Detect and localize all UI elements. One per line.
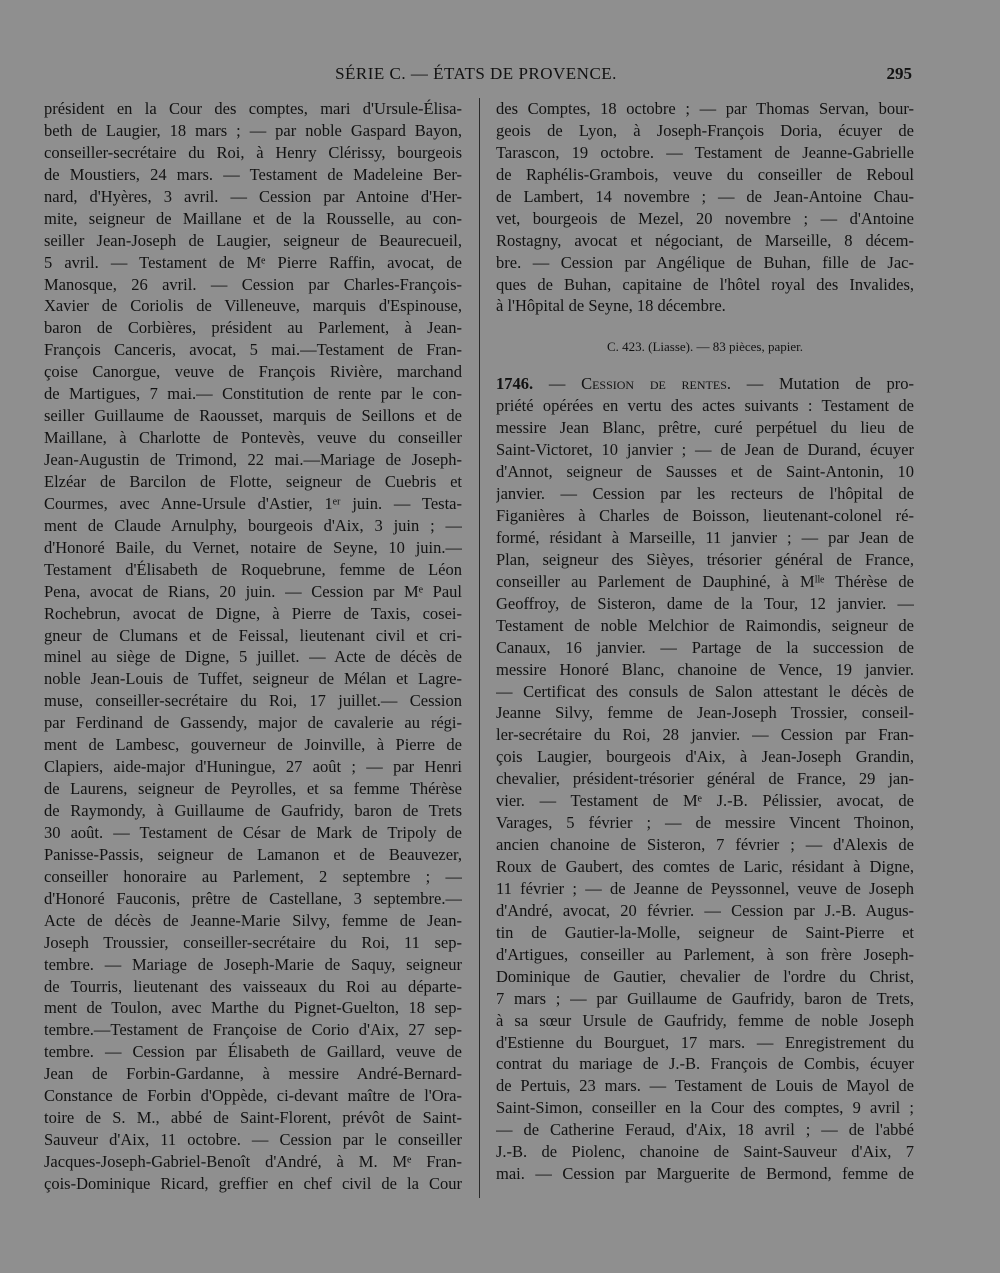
page-header <box>40 64 912 90</box>
text-line: ment de Lambesc, gouverneur de Joinville, à Pierre de <box>44 735 462 755</box>
text-line: mai. — Cession par Marguerite de Bermond, femme de <box>496 1164 914 1184</box>
text-line: Testament d'Élisabeth de Roquebrune, femme de Léon <box>44 559 462 579</box>
text-line: priété opérées en vertu des actes suivants : Testament de <box>496 396 914 416</box>
text-line: çoise Canorgue, veuve de François Rivière, marchand <box>44 362 462 382</box>
text-line: chevalier, président-trésorier général de France, 29 jan- <box>496 769 914 789</box>
entry-year: 1746. <box>496 374 549 394</box>
entry-first-line <box>496 373 914 395</box>
text-line: Constance de Forbin d'Oppède, ci-devant maître de l'Ora- <box>44 1086 462 1106</box>
text-line: Canaux, 16 janvier. — Partage de la succession de <box>496 637 914 657</box>
text-line: d'Artigues, conseiller au Parlement, à son frère Joseph- <box>496 944 914 964</box>
left-column <box>44 98 462 1195</box>
text-line: de Laurens, seigneur de Peyrolles, et sa femme Thérèse <box>44 779 462 799</box>
text-line: Jean de Forbin-Gardanne, à messire André-Bernard- <box>44 1064 462 1084</box>
text-line: Saint-Victoret, 10 janvier ; — de Jean de Durand, écuyer <box>496 440 914 460</box>
text-line: Elzéar de Barcilon de Flotte, seigneur de Cuebris et <box>44 471 462 491</box>
text-line: vier. — Testament de Mᵉ J.-B. Pélissier, avocat, de <box>496 791 914 811</box>
text-line: contrat du mariage de J.-B. François de Combis, écuyer <box>496 1054 914 1074</box>
text-line: çois-Dominique Ricard, greffier en chef civil de la Cour <box>44 1173 462 1193</box>
text-line: Clapiers, aide-major d'Huningue, 27 août ; — par Henri <box>44 757 462 777</box>
text-line: ler-secrétaire du Roi, 28 janvier. — Cession par Fran- <box>496 725 914 745</box>
text-line: toire de S. M., abbé de Saint-Florent, prévôt de Saint- <box>44 1108 462 1128</box>
text-line: vet, bourgeois de Mezel, 20 novembre ; — d'Antoine <box>496 208 914 228</box>
text-line: Jeanne Silvy, femme de Jean-Joseph Trossier, conseil- <box>496 703 914 723</box>
text-line: de Raymondy, à Guillaume de Gaufridy, baron de Trets <box>44 801 462 820</box>
text-line: par Ferdinand de Gassendy, major de cavalerie au régi- <box>44 713 462 733</box>
text-line: geois de Lyon, à Joseph-François Doria, écuyer de <box>496 120 914 140</box>
text-line: messire Jean Blanc, prêtre, curé perpétuel du lieu de <box>496 418 914 438</box>
text-line: François Canceris, avocat, 5 mai.—Testament de Fran- <box>44 340 462 360</box>
text-line: çois Laugier, bourgeois d'Aix, à Jean-Joseph Grandin, <box>496 747 914 767</box>
text-line: muse, conseiller-secrétaire du Roi, 17 juillet.— Cession <box>44 691 462 711</box>
text-line: noble Jean-Louis de Tuffet, seigneur de Mélan et Lagre- <box>44 669 462 689</box>
text-line: d'Estienne du Bourguet, 17 mars. — Enregistrement du <box>496 1032 914 1052</box>
text-line: Sauveur d'Aix, 11 octobre. — Cession par le conseiller <box>44 1130 462 1150</box>
text-line: ment de Claude Arnulphy, bourgeois d'Aix, 3 juin ; — <box>44 515 462 535</box>
text-line: ancien chanoine de Sisteron, 7 février ; — d'Alexis de <box>496 835 914 855</box>
text-line: tin de Gautier-la-Molle, seigneur de Saint-Pierre et <box>496 922 914 942</box>
text-line: nard, d'Hyères, 3 avril. — Cession par Antoine d'Her- <box>44 186 462 206</box>
text-line: Saint-Simon, conseiller en la Cour des comptes, 9 avril ; <box>496 1098 914 1118</box>
text-line: Courmes, avec Anne-Ursule d'Astier, 1ᵉʳ juin. — Testa- <box>44 493 462 513</box>
text-line: Maillane, à Charlotte de Pontevès, veuve du conseiller <box>44 428 462 448</box>
text-line: Rostagny, avocat et négociant, de Marseille, 8 décem- <box>496 230 914 250</box>
text-line: Roux de Gaubert, des comtes de Laric, résidant à Digne, <box>496 857 914 876</box>
column-divider <box>479 98 480 1198</box>
text-line: Manosque, 26 avril. — Cession par Charles-François- <box>44 274 462 294</box>
text-line: conseiller honoraire au Parlement, 2 septembre ; — <box>44 866 462 886</box>
text-line: conseiller-secrétaire du Roi, à Henry Clérissy, bourgeois <box>44 142 462 162</box>
text-line: Panisse-Passis, seigneur de Lamanon et de Beauvezer, <box>44 844 462 864</box>
text-line: baron de Corbières, président au Parlement, à Jean- <box>44 318 462 338</box>
text-line: messire Honoré Blanc, chanoine de Vence, 19 janvier. <box>496 659 914 679</box>
text-line: Testament de noble Melchior de Raimondis, seigneur de <box>496 615 914 635</box>
text-line: janvier. — Cession par les recteurs de l'hôpital de <box>496 484 914 504</box>
text-line: de Tourris, lieutenant des vaisseaux du Roi au départe- <box>44 976 462 996</box>
text-line: Rochebrun, avocat de Digne, à Pierre de Taxis, cosei- <box>44 603 462 623</box>
text-line: de Raphélis-Grambois, veuve du conseiller de Reboul <box>496 164 914 184</box>
right-column-continuation <box>496 98 914 317</box>
right-column <box>496 98 914 1185</box>
text-line: mite, seigneur de Maillane et de la Rousselle, au con- <box>44 208 462 228</box>
text-line: — de Catherine Feraud, d'Aix, 18 avril ; — de l'abbé <box>496 1120 914 1140</box>
text-line: ment de Toulon, avec Marthe du Pignet-Guelton, 18 sep- <box>44 998 462 1018</box>
text-line: d'Annot, seigneur de Sausses et de Saint-Antonin, 10 <box>496 462 914 482</box>
text-line: président en la Cour des comptes, mari d'Ursule-Élisa- <box>44 99 462 118</box>
text-line: Dominique de Gautier, chevalier de l'ordre du Christ, <box>496 966 914 986</box>
text-line: Acte de décès de Jeanne-Marie Silvy, femme de Jean- <box>44 910 462 930</box>
text-line: d'Honoré Fauconis, prêtre de Castellane, 3 septembre.— <box>44 888 462 908</box>
text-line: ques de Buhan, capitaine de l'hôtel royal des Invalides, <box>496 274 914 294</box>
text-line: seiller Jean-Joseph de Laugier, seigneur de Beaurecueil, <box>44 230 462 250</box>
text-line: tembre. — Cession par Élisabeth de Gaillard, veuve de <box>44 1042 462 1062</box>
page-number: 295 <box>886 64 912 83</box>
text-line: gneur de Clumans et de Feissal, lieutenant civil et cri- <box>44 625 462 645</box>
text-line: de Lambert, 14 novembre ; — de Jean-Antoine Chau- <box>496 186 914 206</box>
series-title: SÉRIE C. — ÉTATS DE PROVENCE. <box>335 64 617 83</box>
text-line: Geoffroy, de Sisteron, dame de la Tour, 12 janvier. — <box>496 593 914 613</box>
text-line: minel au siège de Digne, 5 juillet. — Acte de décès de <box>44 647 462 667</box>
text-line: tembre.—Testament de Françoise de Corio d'Aix, 27 sep- <box>44 1020 462 1040</box>
entry-text: — Mutation de pro- <box>746 374 914 394</box>
text-line: Figanières à Charles de Boisson, lieutenant-colonel ré- <box>496 506 914 525</box>
text-line: 30 août. — Testament de César de Mark de Tripoly de <box>44 822 462 842</box>
text-line: d'André, avocat, 20 février. — Cession par J.-B. Augus- <box>496 900 914 920</box>
text-line: de Pertuis, 23 mars. — Testament de Louis de Mayol de <box>496 1076 914 1096</box>
text-line: d'Honoré Baile, du Vernet, notaire de Seyne, 10 juin.— <box>44 537 462 557</box>
text-line: Jean-Augustin de Trimond, 22 mai.—Mariage de Joseph- <box>44 450 462 469</box>
text-line: J.-B. de Piolenc, chanoine de Saint-Sauveur d'Aix, 7 <box>496 1142 914 1162</box>
text-line: 5 avril. — Testament de Mᵉ Pierre Raffin, avocat, de <box>44 252 462 272</box>
text-line: 11 février ; — de Jeanne de Peyssonnel, veuve de Joseph <box>496 878 914 898</box>
text-line: seiller Guillaume de Raousset, marquis de Seillons et de <box>44 406 462 426</box>
text-line: Tarascon, 19 octobre. — Testament de Jeanne-Gabrielle <box>496 142 914 162</box>
entry-heading: — Cession de rentes. <box>548 374 747 394</box>
text-line: à l'Hôpital de Seyne, 18 décembre. <box>496 296 726 316</box>
text-line: beth de Laugier, 18 mars ; — par noble Gaspard Bayon, <box>44 120 462 140</box>
text-line: 7 mars ; — par Guillaume de Gaufridy, baron de Trets, <box>496 988 914 1008</box>
text-line: — Certificat des consuls de Salon attestant le décès de <box>496 681 914 701</box>
text-line: Plan, seigneur des Sièyes, trésorier général de France, <box>496 549 914 569</box>
text-line: formé, résidant à Marseille, 11 janvier ; — par Jean de <box>496 527 914 547</box>
text-line: bre. — Cession par Angélique de Buhan, fille de Jac- <box>496 252 914 272</box>
text-line: Varages, 5 février ; — de messire Vincent Thoinon, <box>496 813 914 833</box>
text-line: à sa sœur Ursule de Gaufridy, femme de noble Joseph <box>496 1010 914 1030</box>
text-line: Jacques-Joseph-Gabriel-Benoît d'André, à M. Mᵉ Fran- <box>44 1152 462 1171</box>
text-line: Joseph Troussier, conseiller-secrétaire du Roi, 11 sep- <box>44 932 462 952</box>
text-line: tembre. — Mariage de Joseph-Marie de Saquy, seigneur <box>44 954 462 974</box>
text-line: des Comptes, 18 octobre ; — par Thomas Servan, bour- <box>496 99 914 118</box>
entry-1746 <box>496 373 914 1185</box>
text-line: conseiller au Parlement de Dauphiné, à Mˡˡᵉ Thérèse de <box>496 571 914 591</box>
text-line: de Martigues, 7 mai.— Constitution de rente par le con- <box>44 384 462 404</box>
text-line: de Moustiers, 24 mars. — Testament de Madeleine Ber- <box>44 164 462 184</box>
record-meta: C. 423. (Liasse). — 83 pièces, papier. <box>606 339 804 355</box>
text-line: Xavier de Coriolis de Villeneuve, marquis d'Espinouse, <box>44 296 462 316</box>
text-line: Pena, avocat de Rians, 20 juin. — Cession par Mᵉ Paul <box>44 581 462 601</box>
